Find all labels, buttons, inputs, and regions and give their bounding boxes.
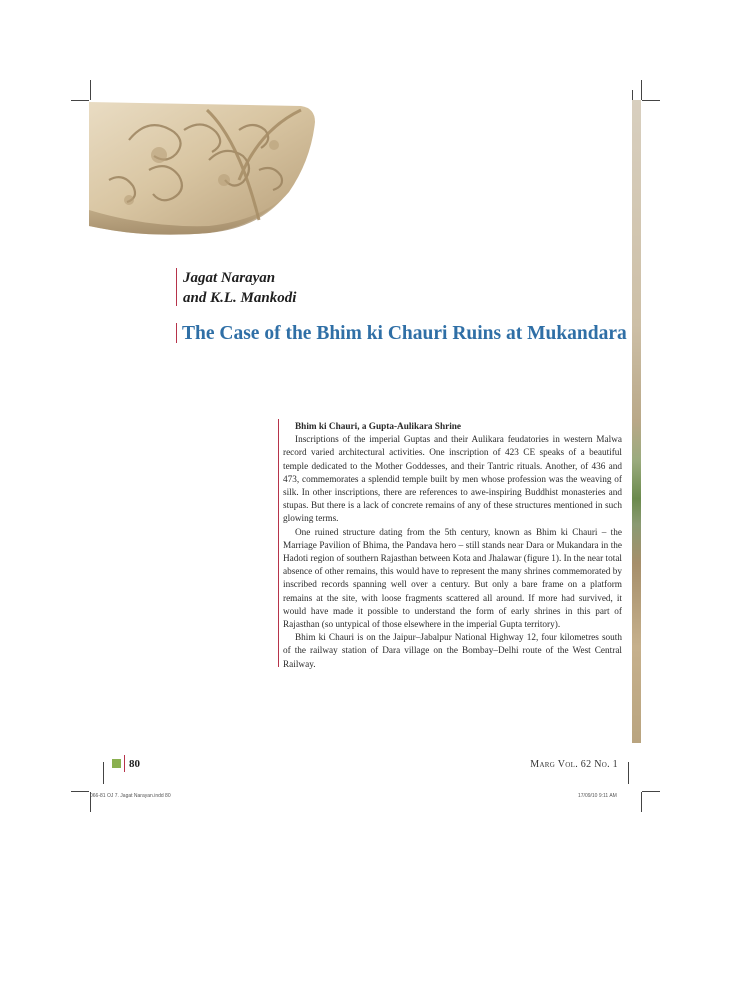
stone-relief-image [89,100,317,235]
folio-square [112,759,121,768]
crop-mark [628,762,629,784]
crop-mark [642,100,660,101]
slug-right: 17/09/10 9:11 AM [578,793,617,799]
paragraph: Bhim ki Chauri is on the Jaipur–Jabalpur National Highway 12, four kilometres south of the railway station of Dara village on the Bombay–Delhi route of the West Central Railway. [283,633,622,670]
crop-mark [642,791,660,792]
slug-left: 066-81 OJ 7. Jagat Narayan.indd 80 [90,793,171,799]
crop-mark [90,80,91,100]
folio-rule [124,755,125,772]
page-title: The Case of the Bhim ki Chauri Ruins at Mukandara [182,323,627,344]
author-rule [176,268,177,306]
crop-mark [641,80,642,100]
section-heading: Bhim ki Chauri, a Gupta-Aulikara Shrine [295,422,462,432]
authors [183,268,483,308]
title-rule [176,323,177,343]
crop-mark [632,90,633,100]
crop-mark [71,100,89,101]
article-body [283,421,622,672]
running-footer: Marg Vol. 62 No. 1 [530,759,618,770]
photo-bleed-strip [632,100,641,743]
body-rule [278,419,279,667]
author-line-1: Jagat Narayan [183,270,276,286]
author-line-2: and K.L. Mankodi [183,290,297,306]
page-number: 80 [129,758,140,770]
paragraph: Inscriptions of the imperial Guptas and their Aulikara feudatories in western Malwa record varied architectural activities. One inscription of 423 CE speaks of a beautiful temple dedicated to the Mother Goddesses, and their Tantric rituals. Another, of 436 and 473, commemorates a splendid temple built by men whose profession was the weaving of silk. In other inscriptions, there are references to awe-inspiring Buddhist monasteries and stupas. But there is a lack of concrete remains of any of these structures mentioned in such glowing terms. [283,435,622,525]
crop-mark [103,762,104,784]
crop-mark [71,791,89,792]
paragraph: One ruined structure dating from the 5th century, known as Bhim ki Chauri – the Marriage Pavilion of Bhima, the Pandava hero – still stands near Dara or Mukandara in the Hadoti region of southern Rajasthan between Kota and Jhalawar (figure 1). In the near total absence of other remains, this would have to represent the many shrines commemorated by inscribed records spanning well over a century. But only a bare frame on a platform remains at the site, with loose fragments scattered all around. If more had survived, it would have made it possible to understand the form of early shrines in this part of Rajasthan (so untypical of those elsewhere in the imperial Gupta territory). [283,527,622,631]
crop-mark [641,792,642,812]
